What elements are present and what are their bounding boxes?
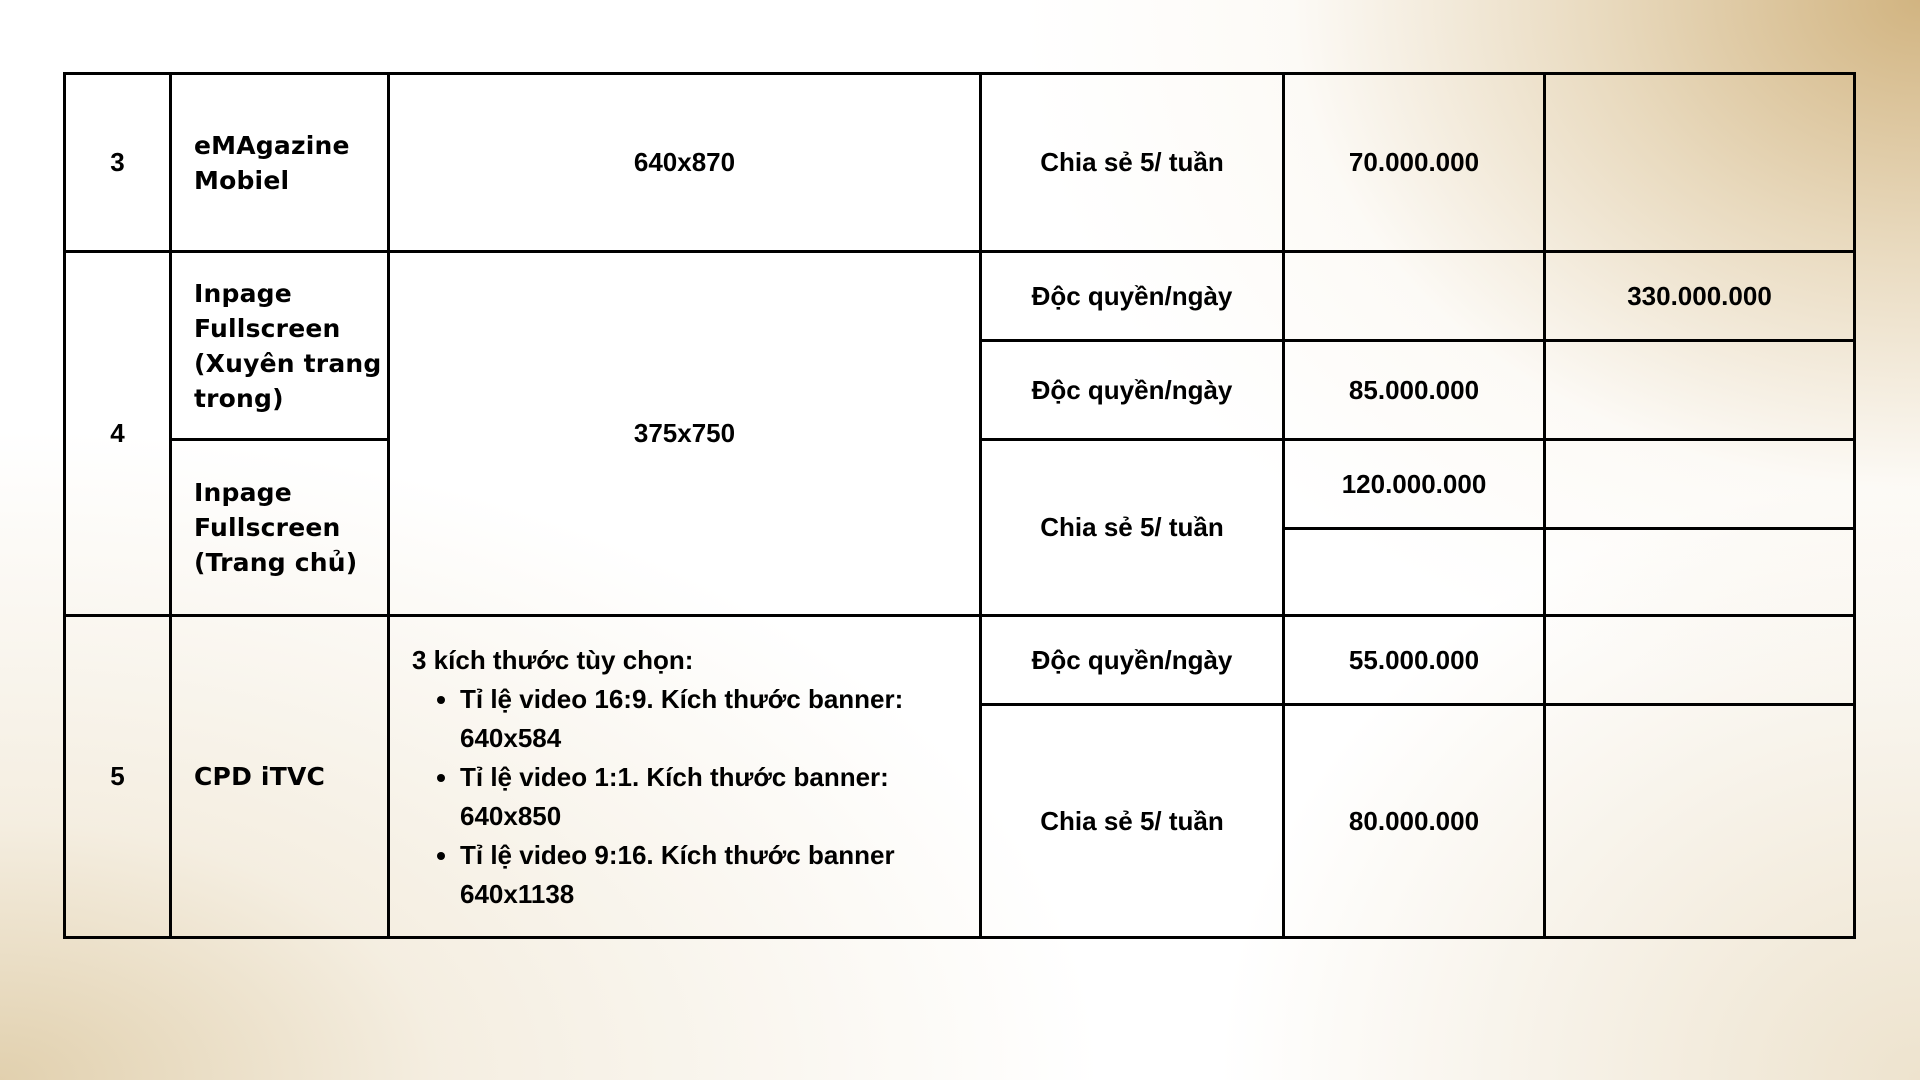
price: 80.000.000 xyxy=(1348,805,1480,836)
price: 55.000.000 xyxy=(1348,644,1480,675)
booking-type: Chia sẻ 5/ tuần xyxy=(1040,512,1224,542)
banner-size: 375x750 xyxy=(633,418,736,448)
row-number: 5 xyxy=(110,761,125,791)
product-name-text: Inpage Fullscreen (Xuyên trang trong) xyxy=(194,278,382,413)
banner-size: 640x870 xyxy=(633,147,736,177)
row-number: 4 xyxy=(110,418,125,448)
price: 120.000.000 xyxy=(1341,468,1487,499)
product-name-text: Inpage Fullscreen (Trang chủ) xyxy=(194,478,358,577)
grid-line xyxy=(1282,527,1853,530)
booking-type: Độc quyền/ngày xyxy=(1031,644,1233,675)
size-options-list xyxy=(412,680,979,914)
price: 85.000.000 xyxy=(1348,374,1480,405)
booking-type: Chia sẻ 5/ tuần xyxy=(1040,805,1224,836)
grid-line xyxy=(1543,75,1546,936)
price: 70.000.000 xyxy=(1348,147,1480,177)
banner-size-options xyxy=(390,641,979,914)
size-option: • Tỉ lệ video 1:1. Kích thước banner: 640x850 xyxy=(460,758,979,836)
price: 330.000.000 xyxy=(1627,280,1772,311)
product-name-text: eMAgazine Mobiel xyxy=(194,130,350,195)
product-name xyxy=(172,617,387,936)
booking-type: Độc quyền/ngày xyxy=(1031,374,1233,405)
product-name xyxy=(172,253,387,438)
size-option: • Tỉ lệ video 9:16. Kích thước banner 640x1138 xyxy=(460,836,979,914)
product-name xyxy=(172,75,387,250)
booking-type: Độc quyền/ngày xyxy=(1031,280,1233,311)
size-options-intro: 3 kích thước tùy chọn: xyxy=(412,645,694,675)
product-name xyxy=(172,441,387,614)
size-option: • Tỉ lệ video 16:9. Kích thước banner: 640x584 xyxy=(460,680,979,758)
product-name-text: CPD iTVC xyxy=(194,762,326,791)
booking-type: Chia sẻ 5/ tuần xyxy=(1040,147,1224,177)
pricing-table xyxy=(63,72,1856,939)
row-number: 3 xyxy=(110,147,125,177)
